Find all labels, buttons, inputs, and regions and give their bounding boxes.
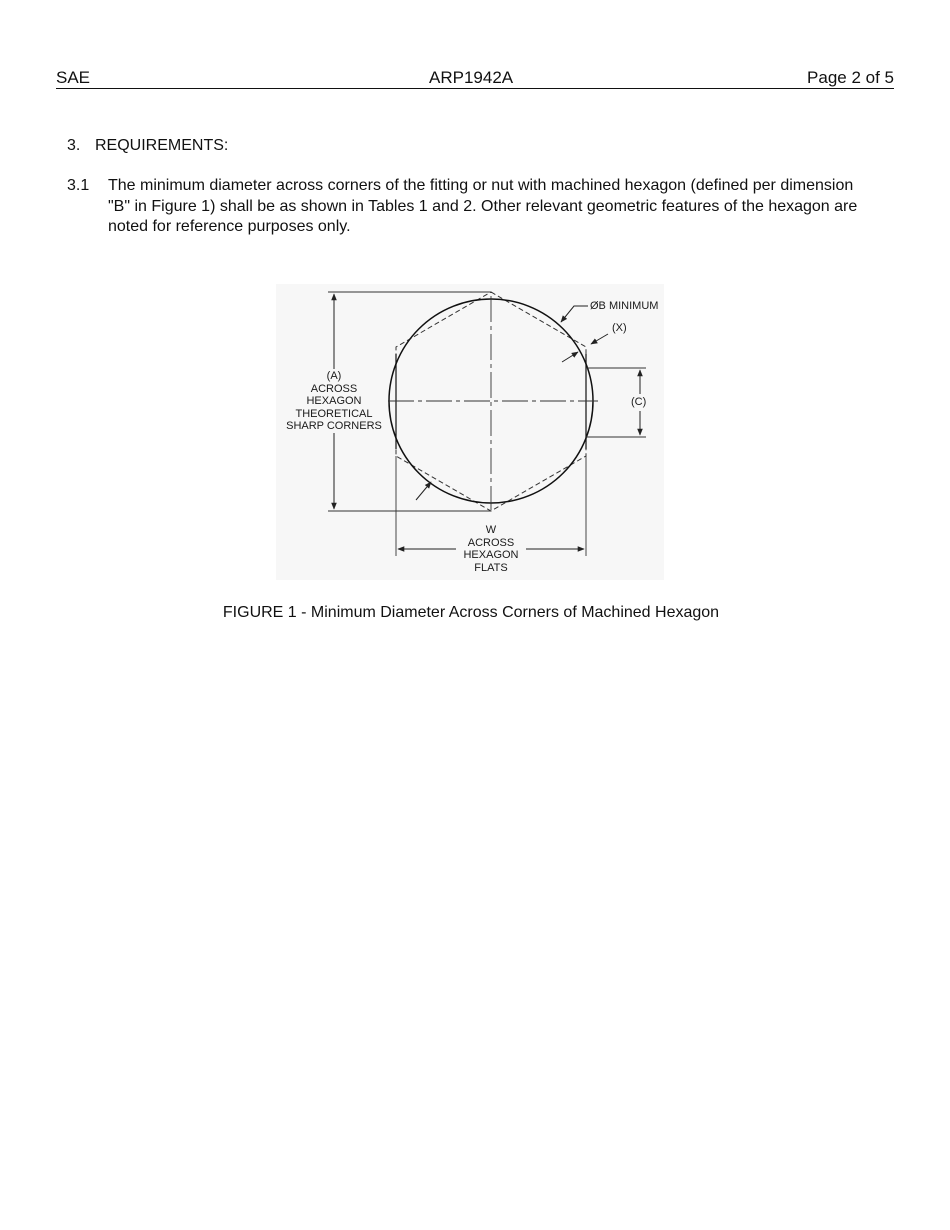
header-page-number: Page 2 of 5 <box>807 68 894 87</box>
figure-hexagon-drawing <box>276 284 664 580</box>
w-label-line-3: HEXAGON <box>463 549 519 561</box>
a-label-line-3: HEXAGON <box>306 395 362 407</box>
w-label-line-4: FLATS <box>474 561 508 574</box>
section-heading <box>67 136 228 156</box>
a-label-line-4: THEORETICAL <box>295 407 373 420</box>
x-leader <box>591 334 608 344</box>
paragraph-3-1 <box>67 176 867 238</box>
section-number: 3. <box>67 137 81 154</box>
x-arrow-inner <box>562 352 578 362</box>
header-document-id: ARP1942A <box>429 68 514 87</box>
w-label <box>456 524 526 574</box>
figure-caption: FIGURE 1 - Minimum Diameter Across Corners of Machined Hexagon <box>222 604 720 621</box>
a-label <box>282 370 386 433</box>
w-label-line-2: ACROSS <box>467 536 515 549</box>
page-header <box>56 68 894 89</box>
paragraph-number: 3.1 <box>67 177 90 194</box>
section-title: REQUIREMENTS: <box>95 137 229 154</box>
x-label: (X) <box>612 322 627 334</box>
a-label-line-1: (A) <box>326 370 342 382</box>
diameter-leader <box>561 306 588 322</box>
lower-left-arrow <box>416 482 431 500</box>
paragraph-text: The minimum diameter across corners of the fitting or nut with machined hexagon (defined per dimension "B" in Figure 1) shall be as shown in Tables 1 and 2. Other relevant geometric features of the hexagon are noted for reference purposes only. <box>108 177 858 235</box>
a-label-line-2: ACROSS <box>310 382 358 395</box>
a-label-line-5: SHARP CORNERS <box>286 420 382 432</box>
diameter-label: ØB MINIMUM <box>590 300 659 312</box>
w-label-line-1: W <box>485 524 497 536</box>
c-label: (C) <box>631 396 647 408</box>
header-organization: SAE <box>56 68 91 87</box>
